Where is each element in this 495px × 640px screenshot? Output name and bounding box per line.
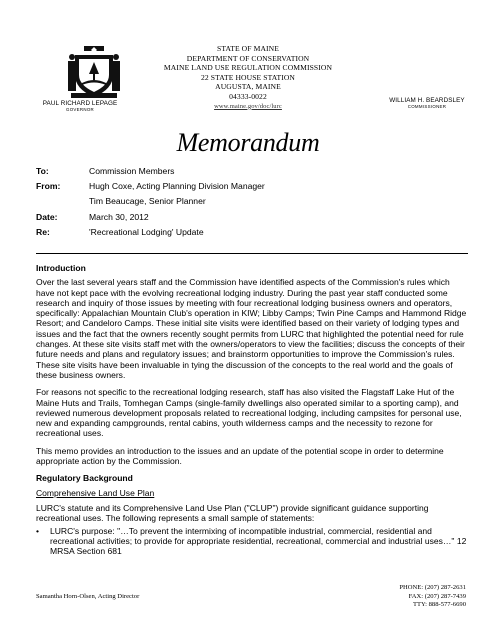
letterhead-commission: MAINE LAND USE REGULATION COMMISSION (163, 63, 333, 73)
bullet-icon: • (36, 525, 39, 536)
field-re-value: 'Recreational Lodging' Update (89, 227, 204, 237)
paragraph-1: Over the last several years staff and the Commission have identified aspects of the Commission's rules which have not kept pace with the evolving recreational lodging industry. During the past year staff conducted some research and inquiry of those issues by meeting with four recreational lodging business owners and operators, specifically: Appalachian Mountain Club's operation in KIW; Libby Camps; Twin Pine Camps and Hammond Ridge Resort; and Candeloro Camps. These initial site visits were identified based on their variety of lodging types and issues and the fact that the owners recently sought permits from LURC that highlighted the potential need for rule changes. At these site visits staff met with the owners/operators to view the facilities; discuss the concepts of their future needs and plans and regulatory issues; and brainstorm opportunities to improve the Commission's rules. These site visits have been invaluable in tying the discussion of the concepts to the real world and the goals of these business owners. (36, 277, 467, 380)
letterhead-department: DEPARTMENT OF CONSERVATION (186, 53, 310, 63)
regulatory-heading: Regulatory Background (36, 473, 133, 484)
governor-name: PAUL RICHARD LEPAGE (42, 100, 118, 107)
field-from-value: Hugh Coxe, Acting Planning Division Manager (89, 180, 265, 191)
letterhead-url-link[interactable]: www.maine.gov/doc/lurc (214, 102, 282, 110)
paragraph-3: This memo provides an introduction to the issues and an update of the potential scope in order to determine appropriate action by the Commission. (36, 445, 444, 467)
commissioner-block (367, 97, 487, 109)
footer-tty: TTY: 888-577-6690 (412, 601, 466, 609)
intro-heading: Introduction (36, 263, 86, 273)
field-to-value: Commission Members (89, 166, 175, 176)
list-item (36, 526, 468, 557)
bullet-1-text: LURC's purpose: "…To prevent the intermixing of incompatible industrial, commercial, residential and recreational activities; to provide for appropriate residential, recreational, commercial and industrial uses…" 12 MRSA Section 681 (50, 525, 467, 557)
governor-title: GOVERNOR (65, 107, 94, 113)
state-seal-logo (67, 45, 121, 99)
footer-contact (399, 584, 466, 610)
letterhead-city: AUGUSTA, MAINE (215, 82, 281, 92)
field-from-label: From: (36, 180, 61, 191)
commissioner-title: COMMISSIONER (407, 104, 447, 110)
letterhead-zip: 04333-0022 (229, 91, 267, 101)
statement-list (36, 526, 468, 557)
letterhead-state: STATE OF MAINE (217, 44, 279, 53)
letterhead (150, 44, 346, 111)
letterhead-address: 22 STATE HOUSE STATION (200, 72, 295, 82)
header-divider (36, 253, 468, 254)
footer-fax: FAX: (207) 287-7439 (408, 592, 466, 600)
memo-body (36, 263, 468, 556)
field-to-label: To: (36, 166, 49, 176)
paragraph-2: For reasons not specific to the recreational lodging research, staff has also visited the Flagstaff Lake Hut of the Maine Huts and Trails, Tomhegan Camps (single-family dwellings also operated similar to a sporting camp), and reviewed numerous development proposals related to recreational lodging, including campsites for personal use, new and expanding campgrounds, rental cabins, youth wilderness camps and the necessity to rezone for recreational uses. (36, 387, 462, 439)
field-date-label: Date: (36, 211, 58, 222)
clup-heading: Comprehensive Land Use Plan (36, 487, 155, 498)
field-from-2-value: Tim Beaucage, Senior Planner (89, 195, 206, 206)
field-re-label: Re: (36, 227, 50, 237)
footer-director: Samantha Horn-Olsen, Acting Director (36, 593, 140, 600)
commissioner-name: WILLIAM H. BEARDSLEY (389, 97, 465, 104)
memo-title: Memorandum (176, 128, 320, 157)
governor-block (30, 100, 130, 112)
footer-phone: PHONE: (207) 287-2631 (399, 584, 466, 591)
paragraph-4: LURC's statute and its Comprehensive Land Use Plan ("CLUP") provide significant guidance supporting recreational uses. The following represents a small sample of statements: (36, 502, 429, 524)
field-date-value: March 30, 2012 (89, 211, 149, 222)
